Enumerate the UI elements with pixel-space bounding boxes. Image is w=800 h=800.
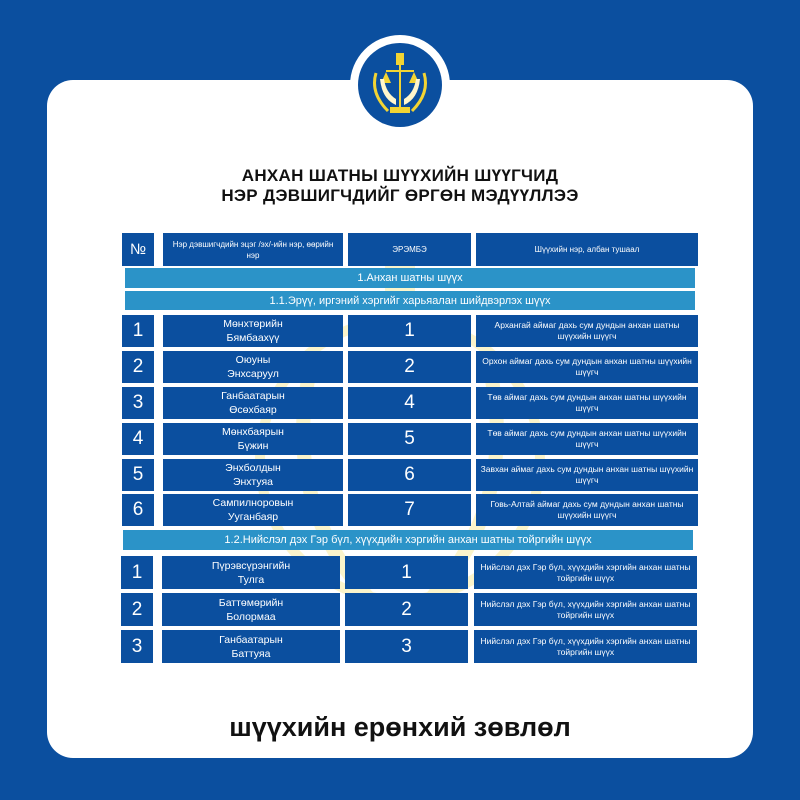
row-number [121, 630, 153, 663]
rank-text: 6 [404, 464, 415, 485]
header-rank: ЭРЭМБЭ [348, 233, 471, 266]
candidate-given-name: Ууганбаяр [227, 511, 279, 523]
candidate-given-name: Бямбаахүү [226, 332, 280, 344]
court-position [476, 494, 698, 526]
court-position [476, 351, 698, 383]
court-text: Архангай аймаг дахь сум дундын анхан шатны шүүхийн шүүгч [494, 320, 680, 341]
header-court: Шүүхийн нэр, албан тушаал [476, 233, 698, 266]
court-position [476, 315, 698, 347]
candidate-name [163, 494, 343, 526]
row-number [122, 459, 154, 491]
candidate-rank [345, 630, 468, 663]
rank-text: 1 [401, 561, 412, 583]
row-number-text: 3 [132, 392, 144, 413]
rank-text: 2 [404, 356, 415, 377]
court-text: Нийслэл дэх Гэр бүл, хүүхдийн хэргийн анхан шатны тойргийн шүүх [480, 635, 691, 657]
court-text: Төв аймаг дахь сум дундын анхан шатны шүүхийн шүүгч [487, 392, 687, 413]
candidate-rank [348, 387, 471, 419]
row-number [122, 423, 154, 455]
section-1-1: 1.1.Эрүү, иргэний хэргийг харьяалан шийдвэрлэх шүүх [125, 291, 695, 310]
candidate-given-name: Өсөхбаяр [229, 404, 277, 416]
candidate-rank [348, 459, 471, 491]
court-text: Завхан аймаг дахь сум дундын анхан шатны шүүхийн шүүгч [480, 464, 694, 485]
candidate-surname: Ганбаатарын [219, 633, 283, 646]
candidate-surname: Ганбаатарын [221, 390, 285, 402]
court-position [476, 459, 698, 491]
court-text: Говь-Алтай аймаг дахь сум дундын анхан шатны шүүхийн шүүгч [490, 499, 684, 520]
candidate-surname: Пүрэвсүрэнгийн [211, 559, 291, 572]
candidate-rank [345, 593, 468, 626]
candidate-name [163, 315, 343, 347]
row-number-text: 6 [132, 499, 144, 520]
row-number-text: 2 [131, 598, 143, 620]
court-position [474, 556, 697, 589]
rank-text: 7 [404, 499, 415, 520]
court-text: Нийслэл дэх Гэр бүл, хүүхдийн хэргийн анхан шатны тойргийн шүүх [480, 598, 691, 620]
row-number [121, 593, 153, 626]
candidate-name [162, 630, 340, 663]
court-position [474, 593, 697, 626]
page-title-line-1: АНХАН ШАТНЫ ШҮҮХИЙН ШҮҮГЧИД [241, 166, 559, 185]
candidate-surname: Оюуны [235, 354, 271, 366]
candidate-given-name: Баттуяа [231, 647, 271, 660]
row-number-text: 5 [132, 464, 144, 485]
page-title-line-2: НЭР ДЭВШИГЧДИЙГ ӨРГӨН МЭДҮҮЛЛЭЭ [221, 186, 579, 205]
row-number-text: 2 [132, 356, 144, 377]
candidate-rank [348, 423, 471, 455]
row-number [122, 315, 154, 347]
candidate-name [163, 459, 343, 491]
candidate-name [162, 556, 340, 589]
row-number [121, 556, 153, 589]
rank-text: 5 [404, 428, 415, 449]
candidate-given-name: Бүжин [237, 440, 269, 452]
candidate-given-name: Энхсаруул [227, 368, 279, 380]
header-name: Нэр дэвшигчдийн эцэг /эх/-ийн нэр, өөрийн нэр [163, 233, 343, 266]
candidate-rank [348, 315, 471, 347]
candidate-given-name: Тулга [237, 573, 265, 586]
court-text: Төв аймаг дахь сум дундын анхан шатны шүүхийн шүүгч [487, 428, 687, 449]
candidate-surname: Мөнхтөрийн [223, 318, 283, 330]
judicial-council-emblem [358, 43, 442, 127]
candidate-surname: Сампилноровын [212, 497, 294, 509]
row-number-text: 4 [132, 428, 144, 449]
footer-organization-name: шүүхийн ерөнхий зөвлөл [229, 712, 571, 742]
candidate-name [162, 593, 340, 626]
rank-text: 3 [401, 635, 412, 657]
candidate-rank [348, 494, 471, 526]
section-1-2: 1.2.Нийслэл дэх Гэр бүл, хүүхдийн хэргийн анхан шатны тойргийн шүүх [123, 530, 693, 550]
rank-text: 2 [401, 598, 412, 620]
court-position [476, 423, 698, 455]
candidate-name [163, 387, 343, 419]
rank-text: 1 [404, 320, 415, 341]
candidate-surname: Баттөмөрийн [218, 596, 284, 609]
candidate-given-name: Болормаа [226, 610, 276, 623]
row-number-text: 3 [131, 635, 143, 657]
row-number-text: 1 [132, 320, 144, 341]
row-number [122, 387, 154, 419]
section-first-instance: 1.Анхан шатны шүүх [125, 268, 695, 288]
scales-of-justice-icon [358, 43, 442, 127]
candidate-name [163, 423, 343, 455]
candidate-rank [348, 351, 471, 383]
court-text: Нийслэл дэх Гэр бүл, хүүхдийн хэргийн анхан шатны тойргийн шүүх [480, 561, 691, 583]
candidate-given-name: Энхтуяа [232, 476, 274, 488]
candidate-name [163, 351, 343, 383]
rank-text: 4 [404, 392, 415, 413]
court-position [476, 387, 698, 419]
candidate-surname: Мөнхбаярын [221, 426, 284, 438]
candidate-rank [345, 556, 468, 589]
row-number-text: 1 [131, 561, 143, 583]
header-number: № [122, 233, 154, 266]
court-text: Орхон аймаг дахь сум дундын анхан шатны шүүхийн шүүгч [482, 356, 692, 377]
row-number [122, 351, 154, 383]
row-number [122, 494, 154, 526]
candidate-surname: Энхболдын [225, 462, 281, 474]
court-position [474, 630, 697, 663]
